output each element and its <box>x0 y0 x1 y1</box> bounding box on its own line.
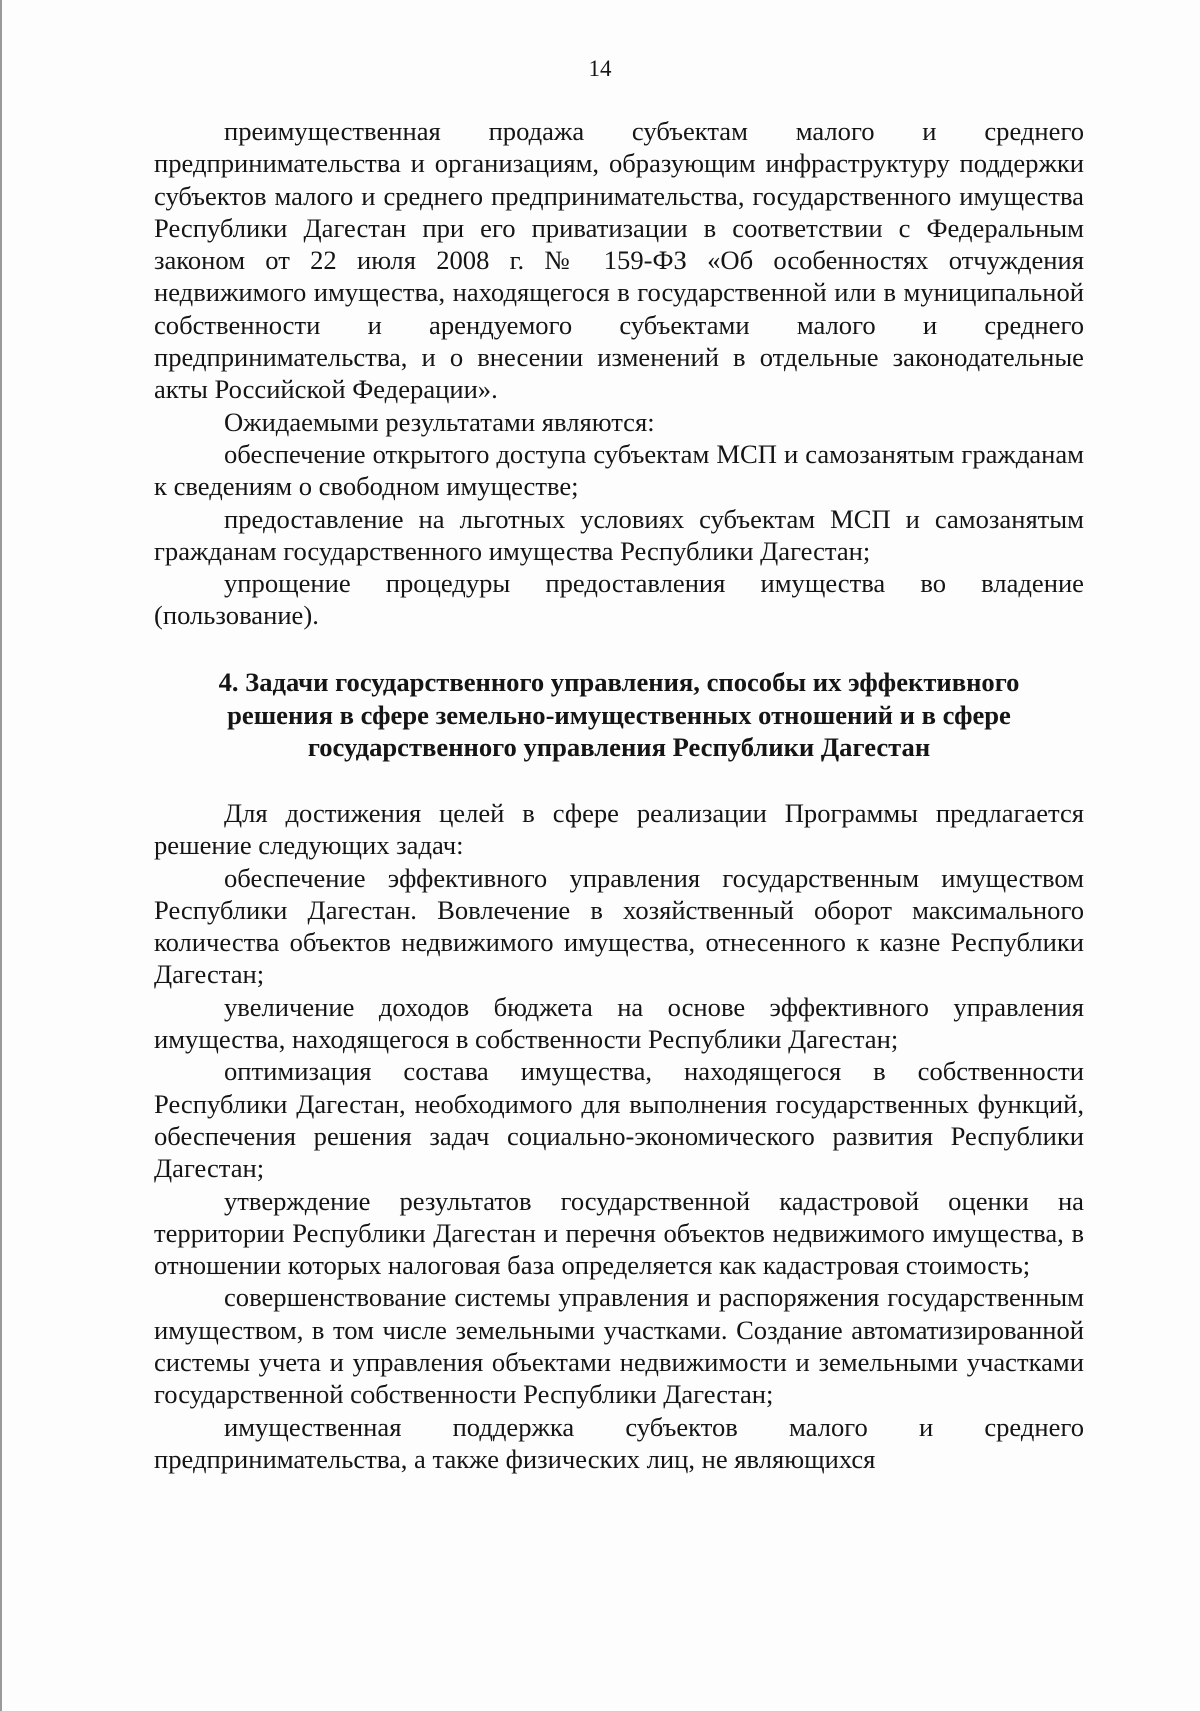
paragraph-result-preferential-terms: предоставление на льготных условиях субъектам МСП и самозанятым гражданам государственного имущества Республики Дагестан; <box>154 503 1084 566</box>
top-text-section <box>154 115 1084 632</box>
section-heading-line: государственного управления Республики Дагестан <box>307 732 931 762</box>
paragraph-task-effective-management: обеспечение эффективного управления государственным имуществом Республики Дагестан. Вовлечение в хозяйственный оборот максимального количества объектов недвижимого имущества, отнесенного к казне Республики Дагестан; <box>154 862 1084 990</box>
paragraph-result-open-access: обеспечение открытого доступа субъектам МСП и самозанятым гражданам к сведениям о свободном имуществе; <box>154 438 1084 502</box>
paragraph-task-budget-income: увеличение доходов бюджета на основе эффективного управления имущества, находящегося в собственности Республики Дагестан; <box>154 991 1084 1055</box>
paragraph-privatization-sale: преимущественная продажа субъектам малого и среднего предпринимательства и организациям, образующим инфраструктуру поддержки субъектов малого и среднего предпринимательства, государственного имущества Республики Дагестан при его приватизации в соответствии с Федеральным законом от 22 июля 2008 г. № 159-ФЗ «Об особенностях отчуждения недвижимого имущества, находящегося в государственной или в муниципальной собственности и арендуемого субъектами малого и среднего предпринимательства, и о внесении изменений в отдельные законодательные акты Российской Федерации». <box>154 116 1084 405</box>
paragraph-task-property-support: имущественная поддержка субъектов малого и среднего предпринимательства, а также физических лиц, не являющихся <box>154 1411 1084 1474</box>
paragraph-expected-results-intro: Ожидаемыми результатами являются: <box>224 406 655 437</box>
paragraph-result-simplified-procedure: упрощение процедуры предоставления имущества во владение (пользование). <box>154 568 1084 631</box>
bottom-text-section <box>154 797 1084 1475</box>
section-heading-line: решения в сфере земельно-имущественных отношений и в сфере <box>227 699 1011 730</box>
paragraph-tasks-intro: Для достижения целей в сфере реализации Программы предлагается решение следующих задач: <box>154 798 1084 861</box>
paragraph-task-cadastral-valuation: утверждение результатов государственной кадастровой оценки на территории Республики Дагестан и перечня объектов недвижимого имущества, в отношении которых налоговая база определяется как кадастровая стоимость; <box>154 1185 1084 1281</box>
section-heading <box>154 666 1084 764</box>
page-number: 14 <box>588 56 612 81</box>
scan-edge-left <box>0 0 2 1712</box>
paragraph-task-management-system: совершенствование системы управления и распоряжения государственным имуществом, в том числе земельными участками. Создание автоматизированной системы учета и управления объектами недвижимости и земельными участками государственной собственности Республики Дагестан; <box>154 1282 1084 1410</box>
section-heading-line: 4. Задачи государственного управления, способы их эффективного <box>218 667 1020 697</box>
paragraph-task-optimization: оптимизация состава имущества, находящегося в собственности Республики Дагестан, необходимого для выполнения государственных функций, обеспечения решения задач социально-экономического развития Республики Дагестан; <box>154 1056 1084 1184</box>
